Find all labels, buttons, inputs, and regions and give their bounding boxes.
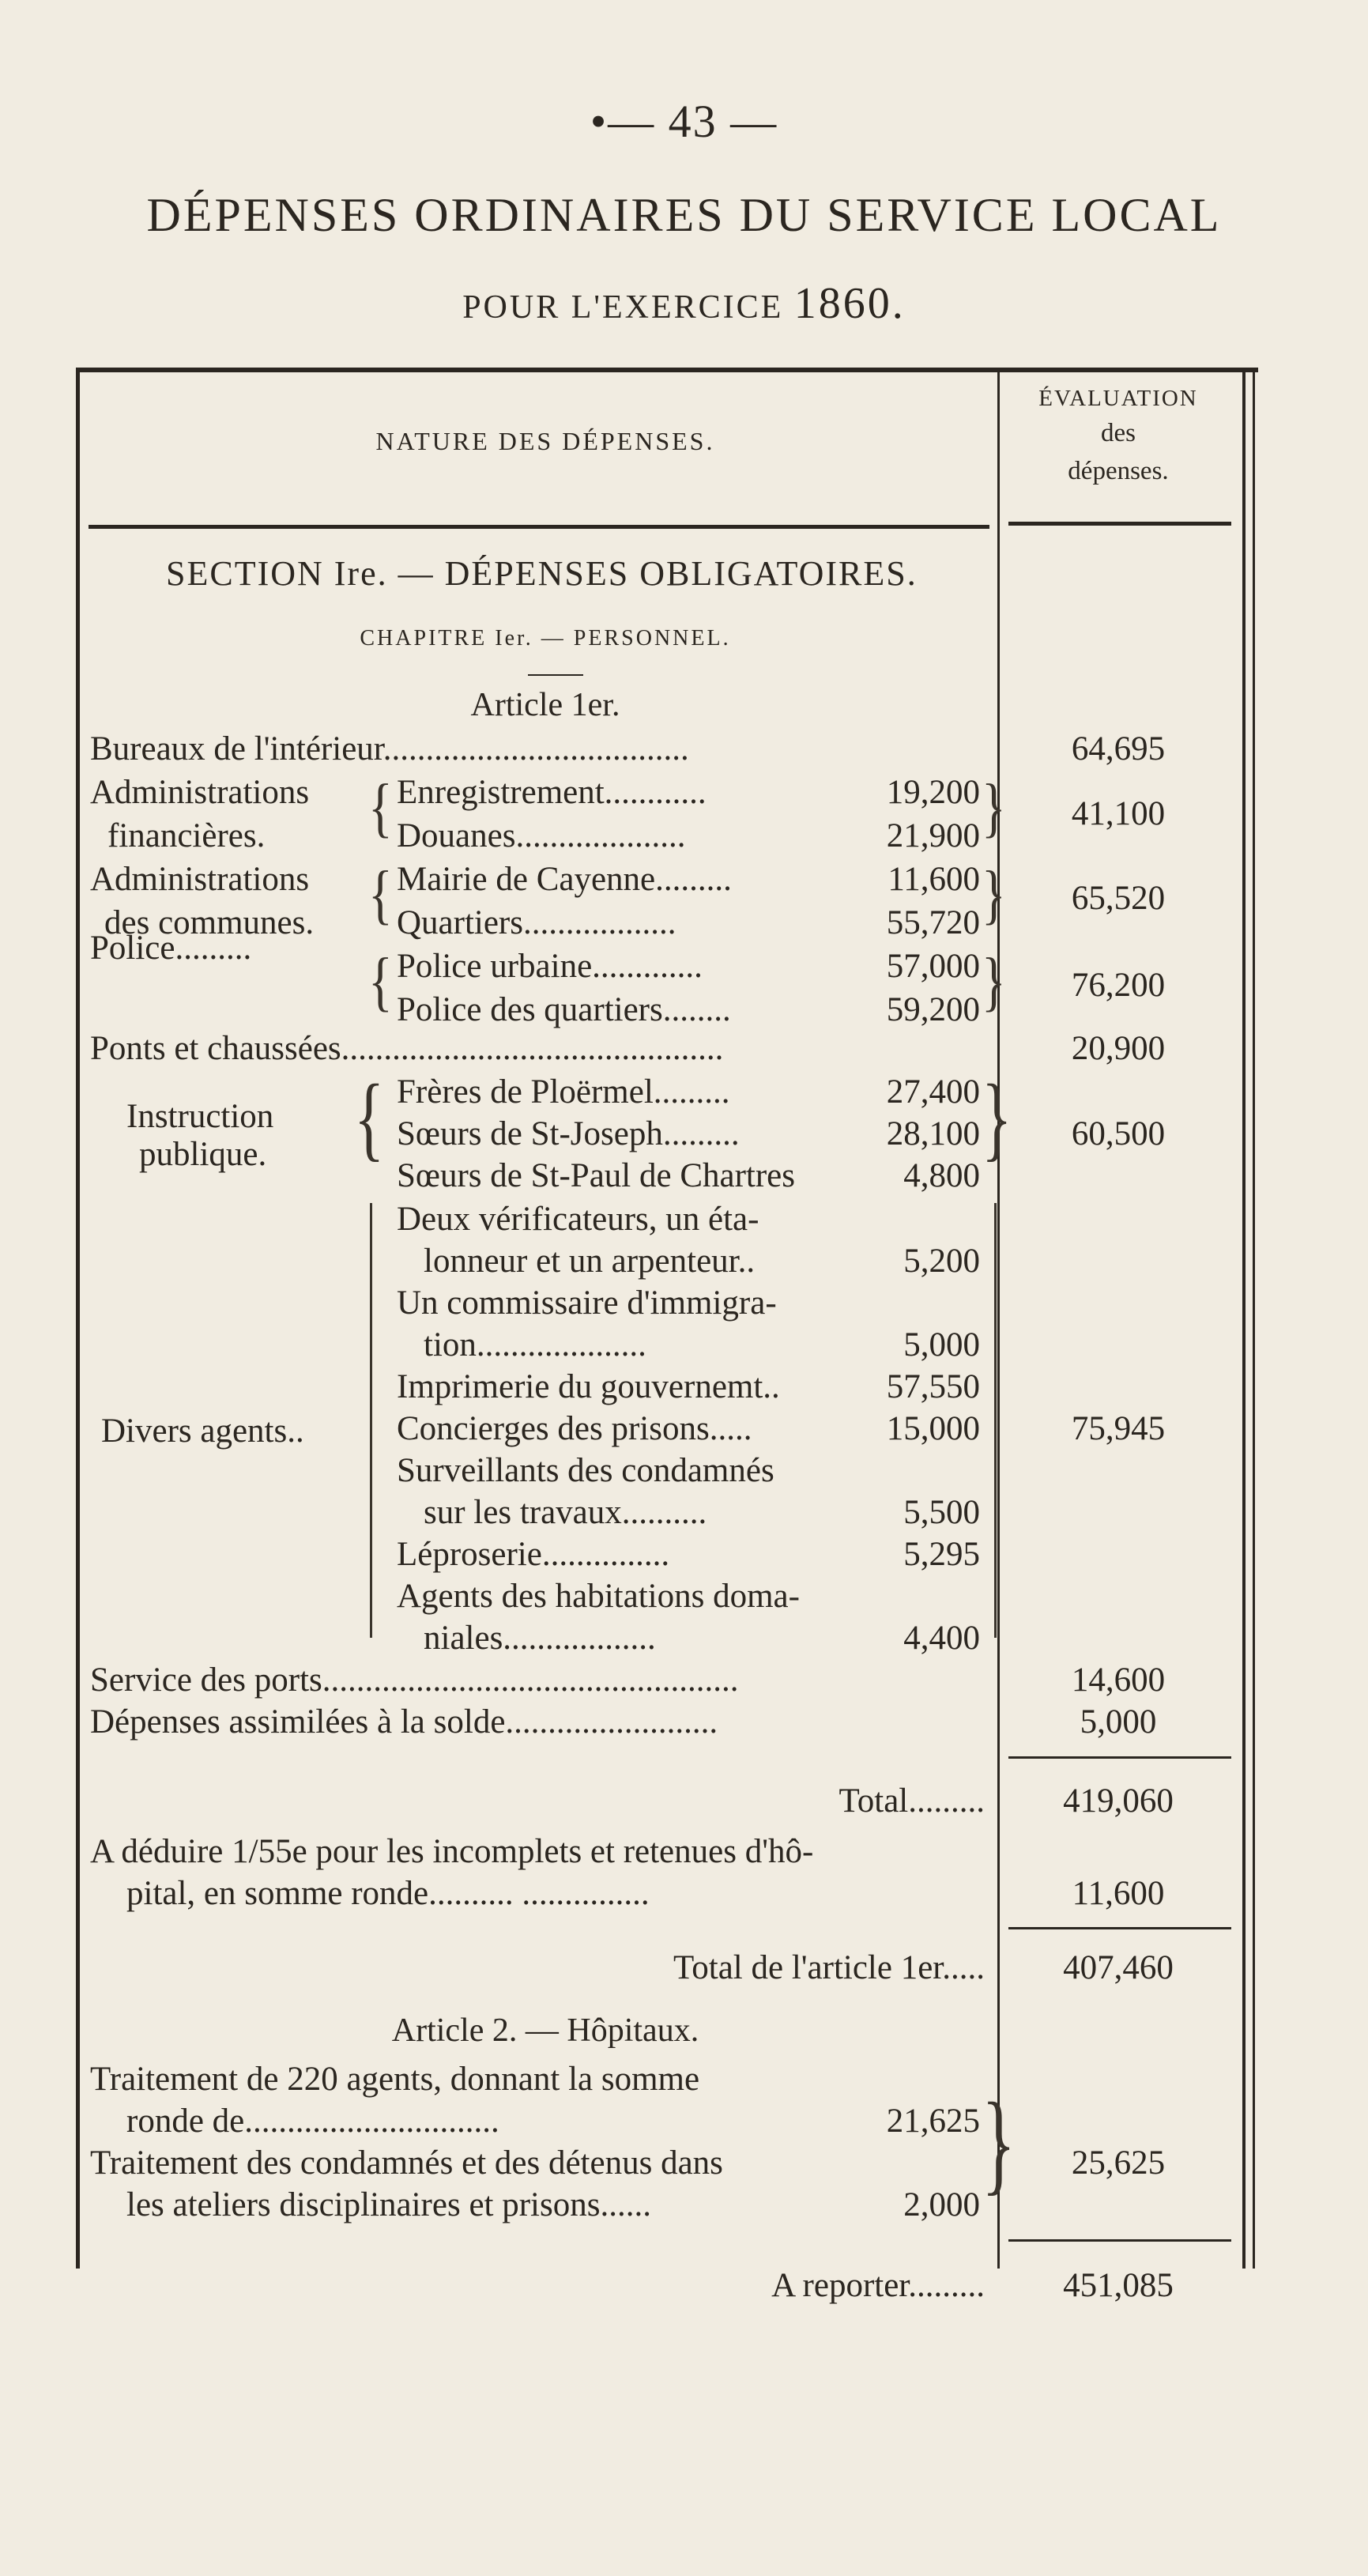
row-instruction-sub2: Sœurs de St-Joseph......... — [397, 1115, 740, 1152]
row-ports-label: Service des ports................................................. — [90, 1661, 739, 1699]
row-admin-fin-label1: Administrations — [90, 774, 310, 811]
row-divers-a9: 5,295 — [903, 1536, 980, 1573]
traitement2-amt: 2,000 — [903, 2186, 980, 2223]
report-label: A reporter......... — [771, 2267, 985, 2304]
row-admin-fin-label2: financières. — [107, 817, 266, 854]
row-admin-com-amt2: 55,720 — [886, 904, 980, 941]
row-ponts-eval: 20,900 — [1071, 1030, 1166, 1067]
row-instruction-label1: Instruction — [126, 1098, 274, 1135]
header-evaluation: ÉVALUATION — [1038, 386, 1198, 411]
row-admin-com-label2: des communes. — [104, 904, 315, 941]
brace-right-admin-fin: } — [982, 771, 1006, 844]
row-divers-l1: Deux vérificateurs, un éta- — [397, 1201, 759, 1238]
traitement1-amt: 21,625 — [886, 2103, 980, 2140]
row-divers-a4: 5,000 — [903, 1326, 980, 1363]
report-rule — [1008, 2239, 1231, 2242]
row-admin-fin-amt2: 21,900 — [886, 817, 980, 854]
traitement1-line1: Traitement de 220 agents, donnant la somme — [90, 2061, 700, 2098]
header-des: des — [1101, 419, 1136, 447]
row-divers-l11: niales.................. — [424, 1620, 656, 1657]
brace-right-admin-com: } — [982, 858, 1006, 931]
brace-left-divers — [370, 1203, 372, 1638]
row-police-sub2: Police des quartiers........ — [397, 991, 731, 1028]
table-top-rule — [76, 368, 1258, 372]
row-admin-com-label1: Administrations — [90, 861, 310, 898]
total-art1-rule — [1008, 1927, 1231, 1929]
row-divers-eval: 75,945 — [1071, 1410, 1166, 1447]
deduire-value: 11,600 — [1072, 1875, 1165, 1912]
row-instruction-amt1: 27,400 — [886, 1073, 980, 1111]
row-police-amt1: 57,000 — [886, 948, 980, 985]
row-police-sub1: Police urbaine............. — [397, 948, 703, 985]
row-divers-a6: 15,000 — [886, 1410, 980, 1447]
deduire-line2: pital, en somme ronde.......... ............... — [126, 1875, 650, 1912]
table-right-border — [1242, 368, 1246, 2269]
chapter-title: CHAPITRE Ier. — PERSONNEL. — [360, 626, 731, 651]
subtitle-year: 1860. — [793, 279, 906, 328]
header-rule-left — [89, 525, 989, 529]
page-subtitle — [0, 278, 1368, 329]
total-label: Total......... — [839, 1782, 985, 1820]
brace-left-police: { — [368, 945, 393, 1018]
row-police-amt2: 59,200 — [886, 991, 980, 1028]
row-divers-label: Divers agents.. — [101, 1412, 304, 1450]
total-art1-label: Total de l'article 1er..... — [673, 1949, 985, 1986]
row-admin-fin-amt1: 19,200 — [886, 774, 980, 811]
row-divers-a8: 5,500 — [903, 1494, 980, 1531]
header-depenses: dépenses. — [1068, 457, 1169, 485]
article2-title: Article 2. — Hôpitaux. — [391, 2012, 699, 2049]
total-art1-value: 407,460 — [1063, 1949, 1174, 1986]
total-rule — [1008, 1756, 1231, 1759]
row-admin-fin-sub1: Enregistrement............ — [397, 774, 707, 811]
row-divers-l10: Agents des habitations doma- — [397, 1578, 800, 1615]
header-nature: NATURE DES DÉPENSES. — [375, 427, 715, 455]
brace-right-divers — [994, 1203, 997, 1638]
row-police-eval: 76,200 — [1071, 967, 1166, 1004]
row-instruction-amt2: 28,100 — [886, 1115, 980, 1152]
row-instruction-sub3: Sœurs de St-Paul de Chartres — [397, 1157, 795, 1194]
page-title: DÉPENSES ORDINAIRES DU SERVICE LOCAL — [146, 189, 1222, 241]
article1-title: Article 1er. — [470, 687, 620, 723]
traitement2-line2: les ateliers disciplinaires et prisons...... — [126, 2186, 651, 2223]
brace-left-instruction: { — [354, 1065, 385, 1171]
row-instruction-label2: publique. — [139, 1136, 267, 1173]
report-value: 451,085 — [1063, 2267, 1174, 2304]
row-solde-label: Dépenses assimilées à la solde......................... — [90, 1703, 718, 1741]
row-bureaux-eval: 64,695 — [1071, 730, 1166, 768]
row-instruction-eval: 60,500 — [1071, 1115, 1166, 1152]
row-divers-l4: tion.................... — [424, 1326, 646, 1363]
section-title: SECTION Ire. — DÉPENSES OBLIGATOIRES. — [166, 554, 918, 593]
table-right-border-outer — [1253, 368, 1255, 2269]
row-admin-com-sub2: Quartiers.................. — [397, 904, 676, 941]
row-admin-com-sub1: Mairie de Cayenne......... — [397, 861, 732, 898]
article2-eval: 25,625 — [1071, 2144, 1166, 2182]
row-solde-eval: 5,000 — [1080, 1703, 1157, 1741]
row-bureaux-label: Bureaux de l'intérieur.................................... — [90, 730, 689, 768]
column-divider — [997, 368, 1000, 2269]
traitement2-line1: Traitement des condamnés et des détenus dans — [90, 2144, 723, 2182]
row-divers-l6: Concierges des prisons..... — [397, 1410, 752, 1447]
row-divers-l5: Imprimerie du gouvernemt.. — [397, 1368, 780, 1405]
row-admin-com-amt1: 11,600 — [888, 861, 980, 898]
row-police-label: Police......... — [90, 930, 252, 967]
row-admin-com-eval: 65,520 — [1071, 880, 1166, 917]
row-divers-l7: Surveillants des condamnés — [397, 1452, 774, 1489]
brace-left-admin-fin: { — [368, 771, 393, 844]
row-instruction-sub1: Frères de Ploërmel......... — [397, 1073, 730, 1111]
brace-right-article2: } — [982, 2080, 1016, 2206]
row-divers-l8: sur les travaux.......... — [424, 1494, 707, 1531]
deduire-line1: A déduire 1/55e pour les incomplets et retenues d'hô- — [90, 1833, 814, 1870]
header-rule-right — [1008, 522, 1231, 526]
brace-right-police: } — [982, 945, 1006, 1018]
row-divers-l3: Un commissaire d'immigra- — [397, 1284, 777, 1322]
row-admin-fin-eval: 41,100 — [1071, 795, 1166, 832]
chapter-underline — [528, 674, 583, 676]
total-value: 419,060 — [1063, 1782, 1174, 1820]
page-number: •— 43 — — [590, 96, 778, 147]
row-divers-a11: 4,400 — [903, 1620, 980, 1657]
row-divers-a2: 5,200 — [903, 1243, 980, 1280]
traitement1-line2: ronde de.............................. — [126, 2103, 499, 2140]
row-admin-fin-sub2: Douanes.................... — [397, 817, 686, 854]
subtitle-text: POUR L'EXERCICE — [462, 289, 784, 326]
brace-right-instruction: } — [982, 1065, 1012, 1171]
row-divers-a5: 57,550 — [886, 1368, 980, 1405]
row-divers-l9: Léproserie............... — [397, 1536, 670, 1573]
row-instruction-amt3: 4,800 — [903, 1157, 980, 1194]
row-ponts-label: Ponts et chaussées............................................. — [90, 1030, 724, 1067]
brace-left-admin-com: { — [368, 858, 393, 931]
table-left-border — [76, 368, 80, 2269]
row-divers-l2: lonneur et un arpenteur.. — [424, 1243, 756, 1280]
row-ports-eval: 14,600 — [1071, 1661, 1166, 1699]
